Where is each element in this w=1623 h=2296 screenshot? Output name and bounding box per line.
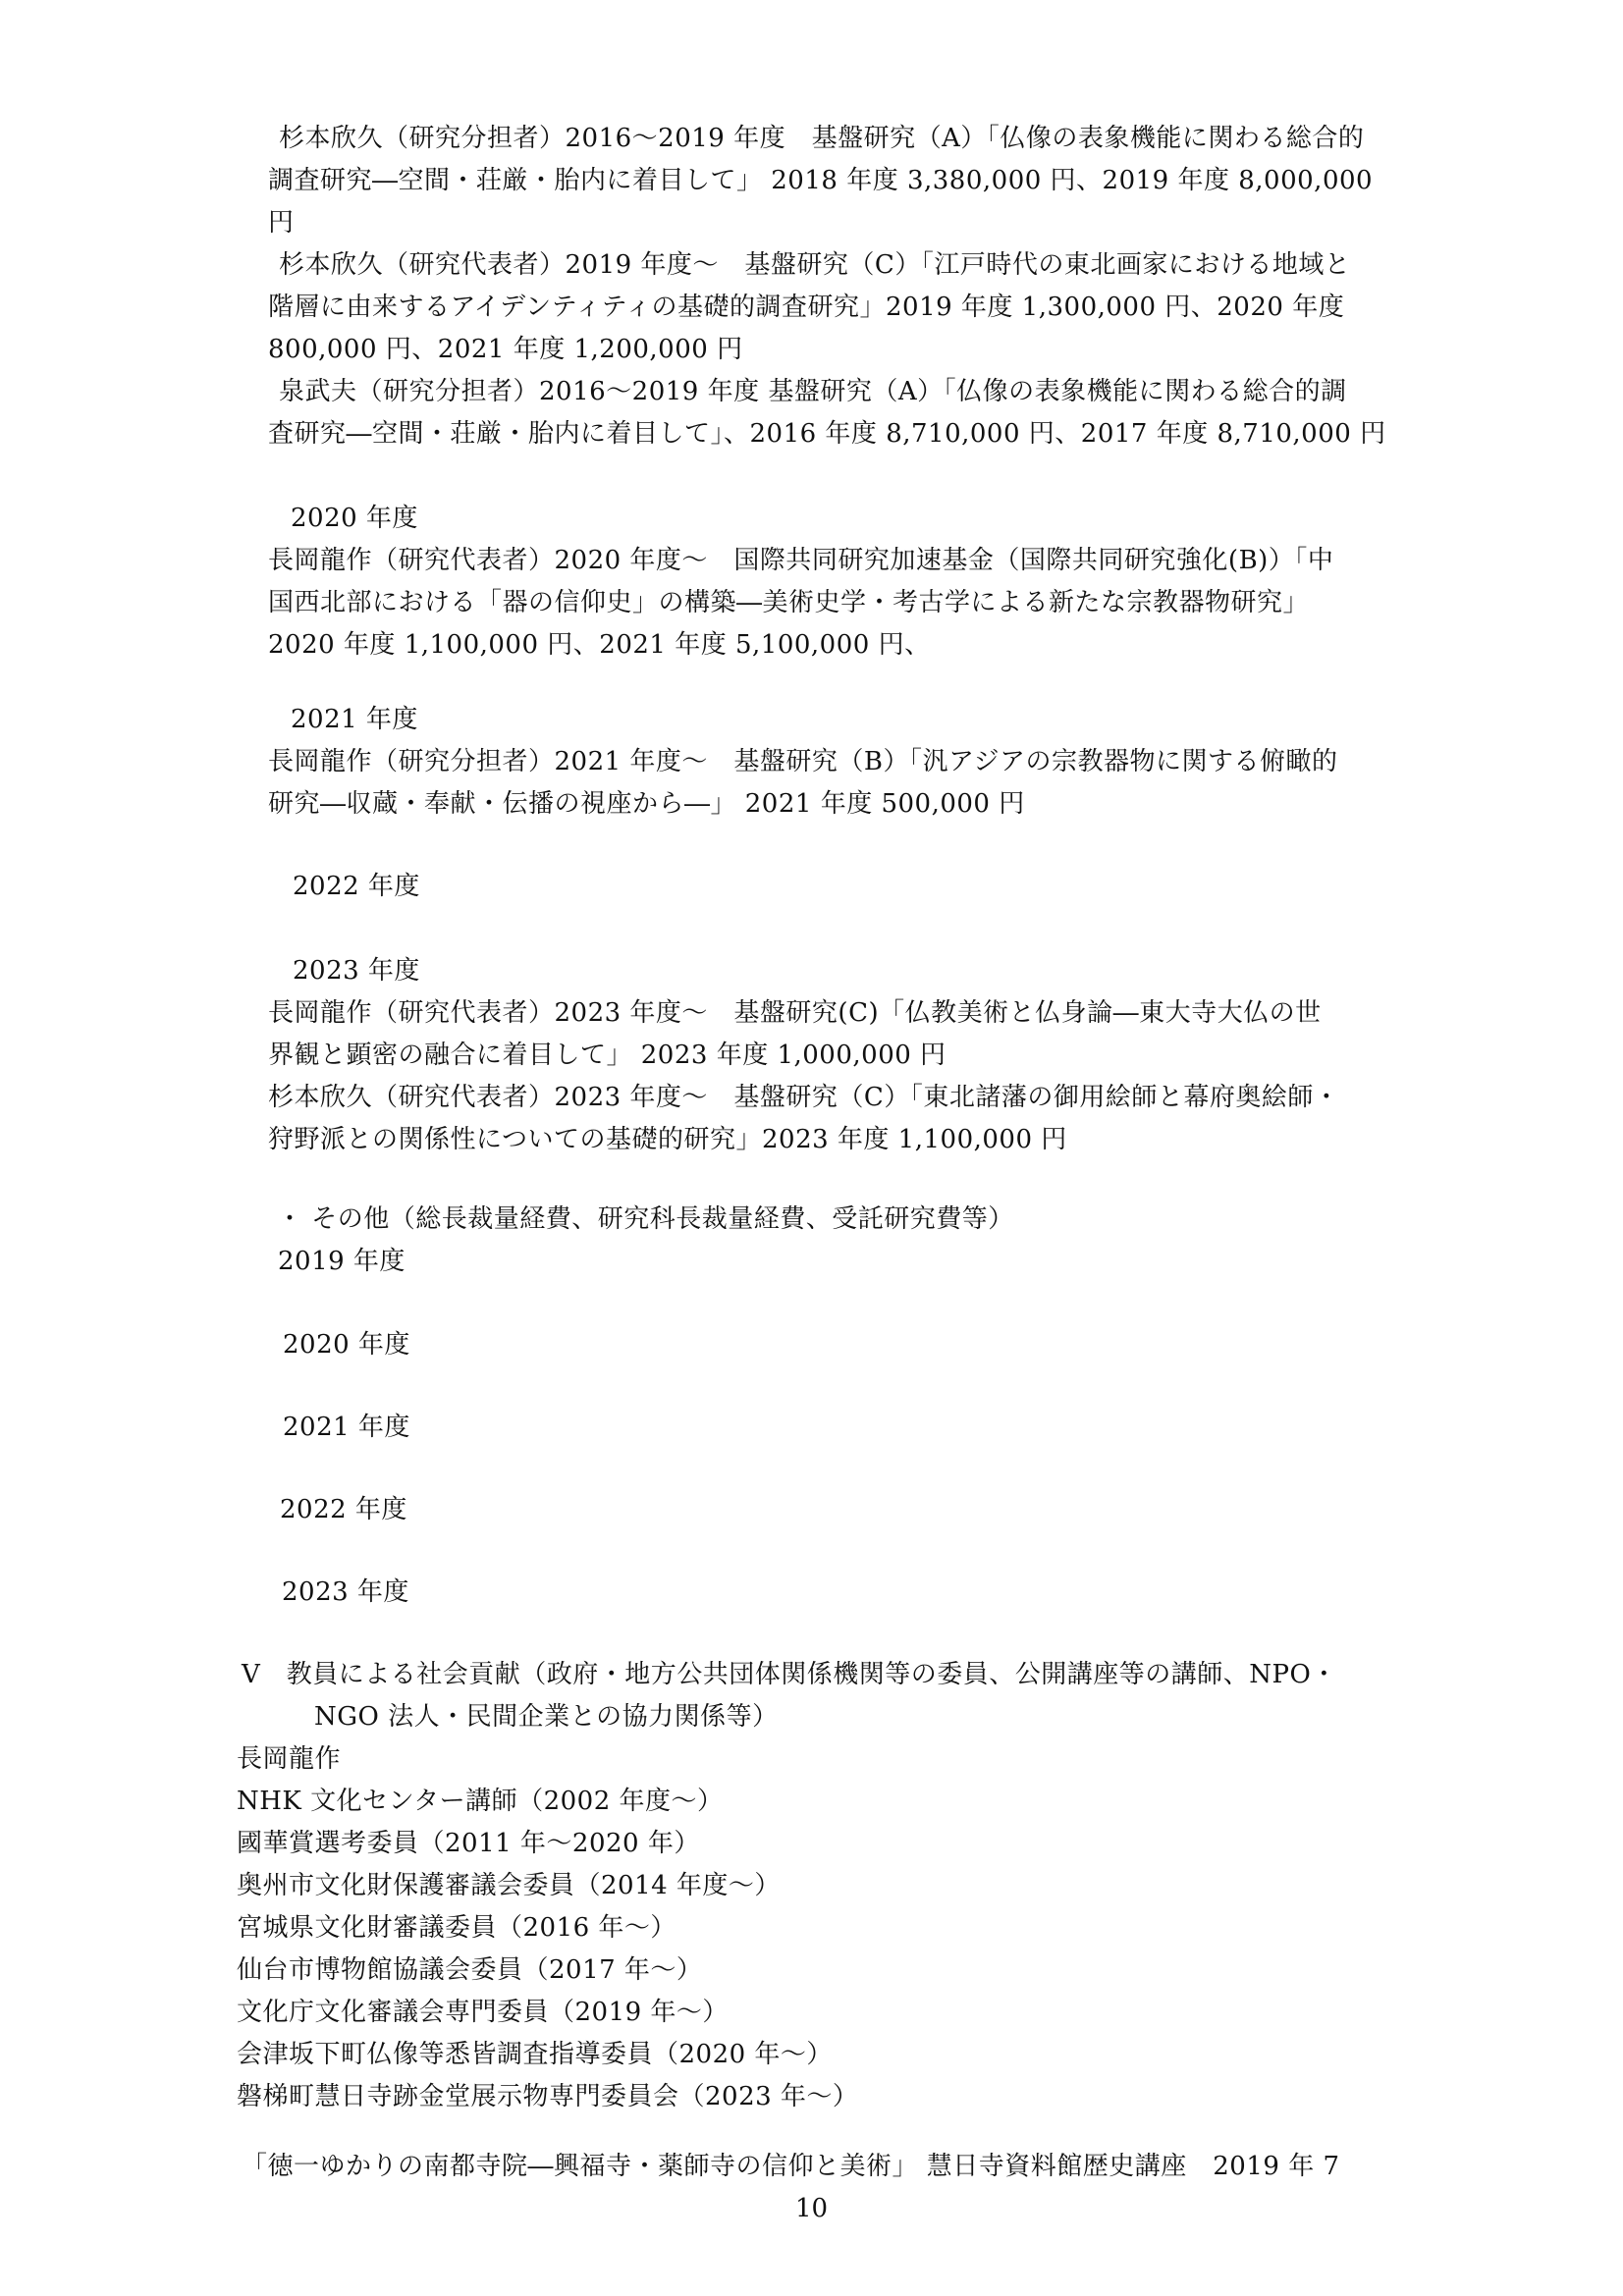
year-heading: 2020 年度 <box>283 1330 410 1360</box>
service-item: 宮城県文化財審議委員（2016 年〜） <box>237 1913 676 1943</box>
text-line: 800,000 円、2021 年度 1,200,000 円 <box>268 335 743 364</box>
text-line: 界観と顕密の融合に着目して」 2023 年度 1,000,000 円 <box>268 1041 947 1070</box>
year-heading: 2022 年度 <box>280 1495 407 1524</box>
year-heading: 2020 年度 <box>291 504 418 533</box>
page-number: 10 <box>794 2194 829 2223</box>
text-line: 杉本欣久（研究代表者）2019 年度〜 基盤研究（C）「江戸時代の東北画家における地域と <box>279 250 1351 280</box>
section-heading: NGO 法人・民間企業との協力関係等） <box>314 1702 779 1732</box>
text-line: 泉武夫（研究分担者）2016〜2019 年度 基盤研究（A）「仏像の表象機能に関わる総合的調 <box>279 377 1347 406</box>
year-heading: 2022 年度 <box>293 872 420 901</box>
service-item: 國華賞選考委員（2011 年〜2020 年） <box>237 1829 700 1858</box>
text-line: 研究―収蔵・奉献・伝播の視座から―」 2021 年度 500,000 円 <box>268 789 1025 819</box>
text-line: 狩野派との関係性についての基礎的研究」2023 年度 1,100,000 円 <box>268 1125 1067 1154</box>
text-line: 査研究―空間・荘厳・胎内に着目して」、2016 年度 8,710,000 円、2017 年度 8,710,000 円 <box>268 419 1386 449</box>
member-name: 長岡龍作 <box>237 1744 342 1774</box>
text-line: 2020 年度 1,100,000 円、2021 年度 5,100,000 円、 <box>268 630 931 660</box>
text-line: 杉本欣久（研究代表者）2023 年度〜 基盤研究（C）「東北諸藩の御用絵師と幕府奥絵師・ <box>268 1083 1340 1112</box>
year-heading: 2019 年度 <box>278 1247 406 1276</box>
year-heading: 2021 年度 <box>291 705 418 734</box>
text-line: 長岡龍作（研究代表者）2023 年度〜 基盤研究(C)「仏教美術と仏身論―東大寺大仏の世 <box>268 998 1322 1028</box>
service-item: 会津坂下町仏像等悉皆調査指導委員（2020 年〜） <box>237 2040 833 2069</box>
text-line: 長岡龍作（研究分担者）2021 年度〜 基盤研究（B）「汎アジアの宗教器物に関する俯瞰的 <box>268 747 1338 776</box>
service-item: 奥州市文化財保護審議会委員（2014 年度〜） <box>237 1871 781 1900</box>
text-line: 国西北部における「器の信仰史」の構築―美術史学・考古学による新たな宗教器物研究」 <box>268 588 1310 617</box>
year-heading: 2021 年度 <box>283 1413 410 1442</box>
year-heading: 2023 年度 <box>282 1577 409 1607</box>
service-item: 文化庁文化審議会専門委員（2019 年〜） <box>237 1998 729 2027</box>
text-line: 長岡龍作（研究代表者）2020 年度〜 国際共同研究加速基金（国際共同研究強化(B)）「中 <box>268 546 1334 575</box>
text-line: 調査研究―空間・荘厳・胎内に着目して」 2018 年度 3,380,000 円、2019 年度 8,000,000 <box>268 166 1374 195</box>
other-funding-heading: ・ その他（総長裁量経費、研究科長裁量経費、受託研究費等） <box>277 1204 1014 1234</box>
text-line: 階層に由来するアイデンティティの基礎的調査研究」2019 年度 1,300,000 円、2020 年度 <box>268 293 1345 322</box>
year-heading: 2023 年度 <box>293 956 420 986</box>
section-heading: V 教員による社会貢献（政府・地方公共団体関係機関等の委員、公開講座等の講師、NPO・ <box>242 1660 1337 1689</box>
lecture-entry: 「徳一ゆかりの南都寺院―興福寺・薬師寺の信仰と美術」 慧日寺資料館歴史講座 2019 年 7 <box>242 2152 1340 2181</box>
text-line: 円 <box>268 208 295 238</box>
service-item: 仙台市博物館協議会委員（2017 年〜） <box>237 1955 703 1985</box>
service-item: 磐梯町慧日寺跡金堂展示物専門委員会（2023 年〜） <box>237 2082 859 2111</box>
text-line: 杉本欣久（研究分担者）2016〜2019 年度 基盤研究（A）「仏像の表象機能に関わる総合的 <box>279 124 1365 153</box>
service-item: NHK 文化センター講師（2002 年度〜） <box>237 1787 724 1816</box>
